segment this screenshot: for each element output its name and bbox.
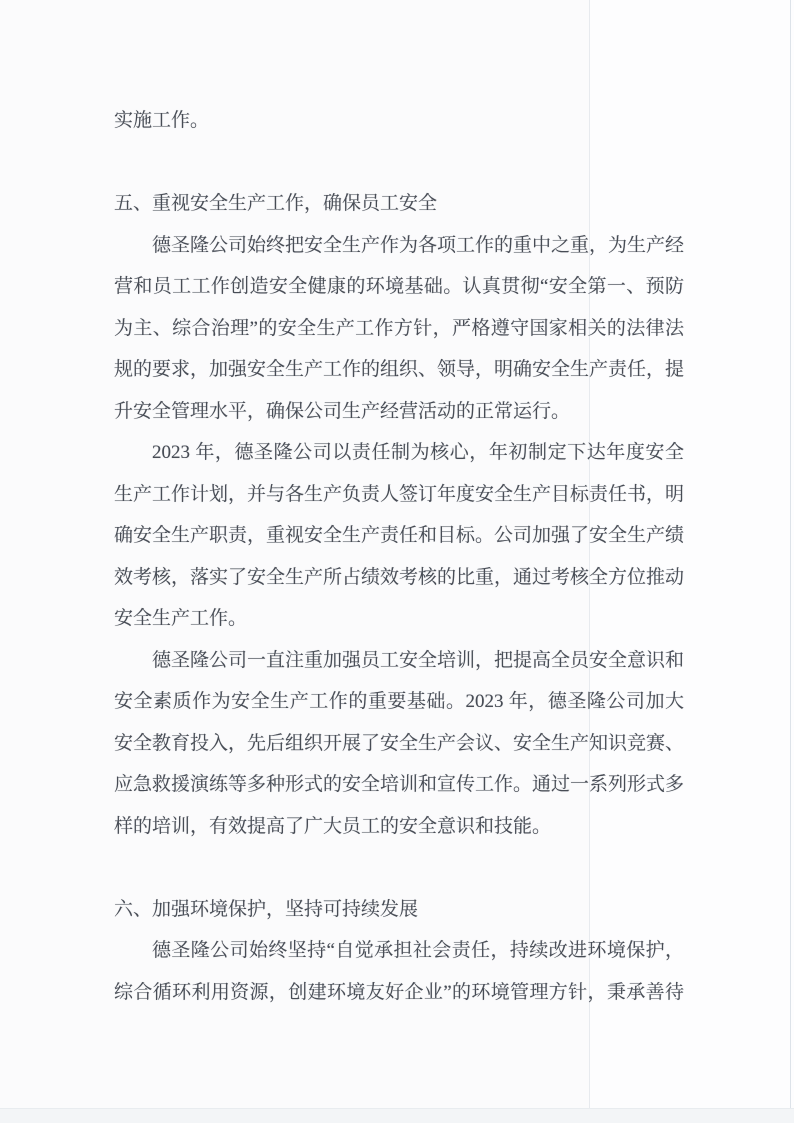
paragraph: [114, 225, 684, 433]
text-line: 2023 年，德圣隆公司以责任制为核心，年初制定下达年度安全: [152, 442, 684, 463]
text-line: 应急救援演练等多种形式的安全培训和宣传工作。通过一系列形式多: [114, 774, 685, 795]
text-line: 样的培训，有效提高了广大员工的安全意识和技能。: [114, 815, 552, 837]
text-line: 安全素质作为安全生产工作的重要基础。2023 年，德圣隆公司加大: [114, 691, 684, 712]
paragraph: [114, 100, 684, 142]
text-line: 德圣隆公司始终坚持“自觉承担社会责任，持续改进环境保护，: [152, 940, 684, 961]
text-line: 营和员工工作创造安全健康的环境基础。认真贯彻“安全第一、预防: [114, 276, 684, 297]
text-line: 效考核，落实了安全生产所占绩效考核的比重，通过考核全方位推动: [114, 566, 685, 588]
text-line: 升安全管理水平，确保公司生产经营活动的正常运行。: [114, 400, 571, 422]
paragraph: [114, 640, 684, 848]
text-line: 规的要求，加强安全生产工作的组织、领导，明确安全生产责任，提: [114, 359, 685, 380]
text-line: 确安全生产职责，重视安全生产责任和目标。公司加强了安全生产绩: [114, 525, 685, 546]
section-heading: 五、重视安全生产工作，确保员工安全: [114, 193, 438, 214]
text-line: 生产工作计划，并与各生产负责人签订年度安全生产目标责任书，明: [114, 483, 685, 505]
page-right-edge-line: [790, 0, 791, 1108]
scan-bottom-edge: [0, 1108, 794, 1123]
text-line: 安全生产工作。: [114, 608, 248, 629]
text-line: 为主、综合治理”的安全生产工作方针，严格遵守国家相关的法律法: [114, 317, 684, 339]
paragraph: [114, 930, 684, 1013]
text-line: 德圣隆公司一直注重加强员工安全培训，把提高全员安全意识和: [152, 649, 685, 671]
text-line: 德圣隆公司始终把安全生产作为各项工作的重中之重，为生产经: [152, 234, 685, 256]
paragraph: [114, 432, 684, 640]
text-line: 安全教育投入，先后组织开展了安全生产会议、安全生产知识竞赛、: [114, 732, 685, 754]
text-line: 实施工作。: [114, 110, 210, 131]
section-heading: 六、加强环境保护，坚持可持续发展: [114, 898, 419, 920]
document-content: [114, 100, 684, 1013]
text-line: 综合循环利用资源，创建环境友好企业”的环境管理方针，秉承善待: [114, 981, 684, 1003]
